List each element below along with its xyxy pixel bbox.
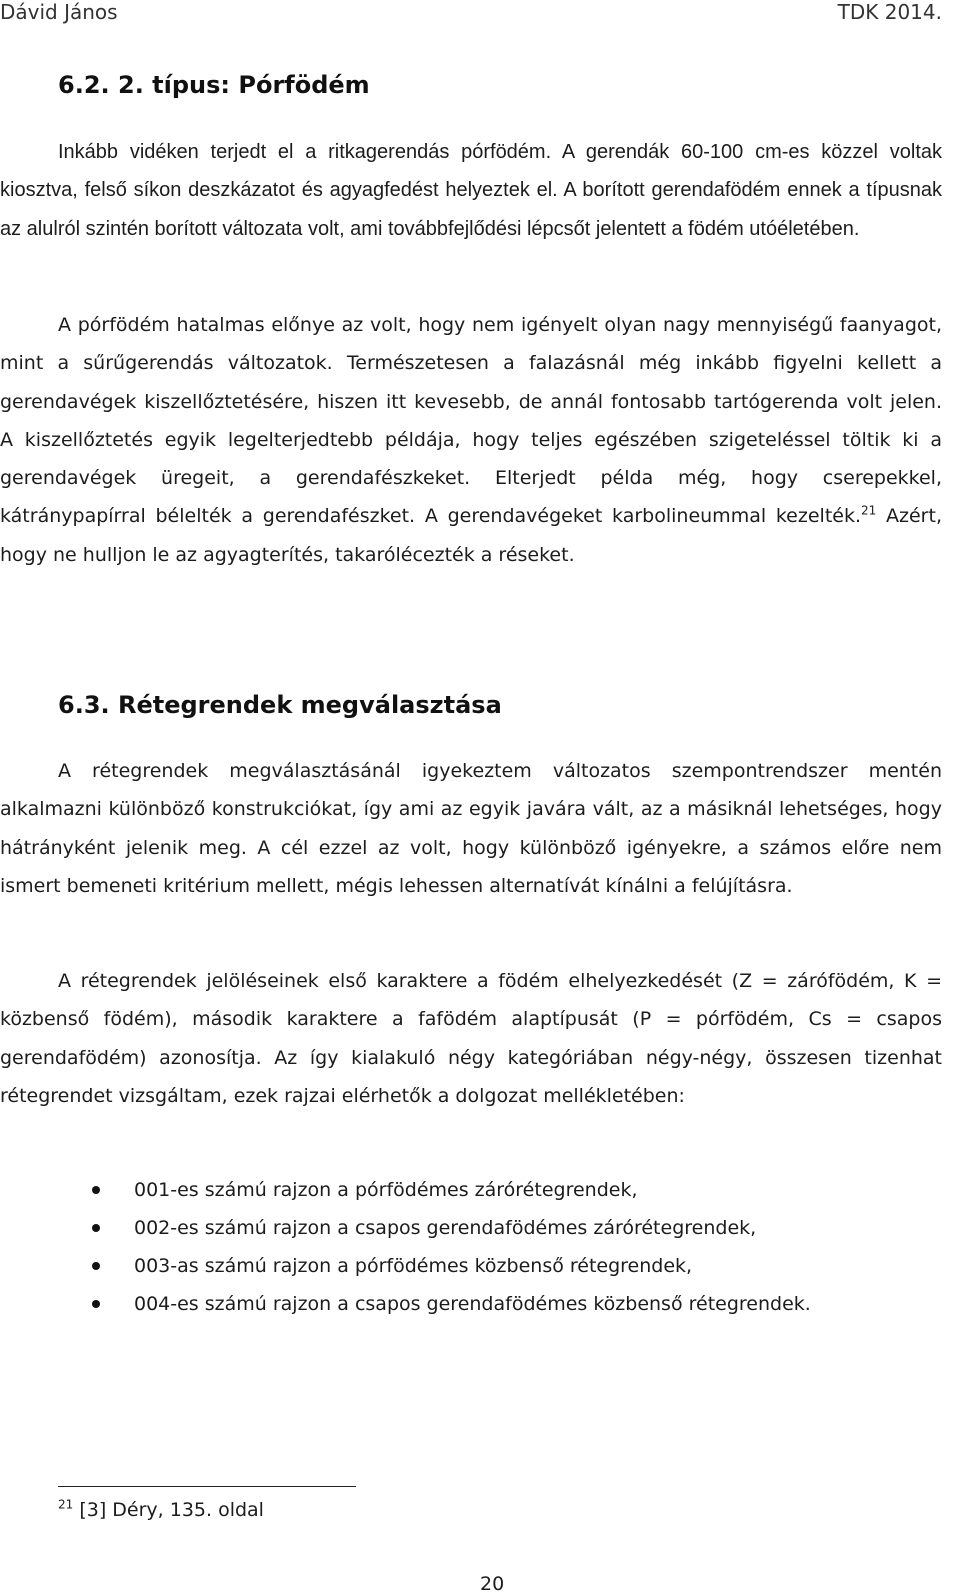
list-item-text: 004-es számú rajzon a csapos gerendafödémes közbenső rétegrendek. <box>134 1293 811 1315</box>
footnote-number: 21 <box>58 1497 74 1512</box>
section-heading-6-3: 6.3. Rétegrendek megválasztása <box>58 691 502 719</box>
paragraph-retegrendek-jeloles <box>0 962 942 1115</box>
list-item-text: 003-as számú rajzon a pórfödémes közbenső rétegrendek, <box>134 1255 693 1277</box>
page-number: 20 <box>480 1573 505 1595</box>
footnote-text: [3] Déry, 135. oldal <box>73 1499 264 1521</box>
list-item <box>0 1285 811 1323</box>
paragraph-porfodem-advantage <box>0 306 942 574</box>
bullet-icon <box>92 1262 100 1270</box>
list-item <box>0 1247 811 1285</box>
bullet-icon <box>92 1186 100 1194</box>
header-author: Dávid János <box>0 0 118 24</box>
list-item-text: 001-es számú rajzon a pórfödémes zárórétegrendek, <box>134 1179 638 1201</box>
footnote <box>58 1496 264 1524</box>
footnote-reference[interactable]: 21 <box>861 504 877 519</box>
list-item <box>0 1171 811 1209</box>
list-item <box>0 1209 811 1247</box>
header-event: TDK 2014. <box>837 0 942 24</box>
paragraph-text-before-footnote: A pórfödém hatalmas előnye az volt, hogy nem igényelt olyan nagy mennyiségű faanyagot, mint a sűrűgerendás változatok. Természetesen a falazásnál még inkább figyelni kellett a gerendavégek kiszellőztetésére, hiszen itt kevesebb, de annál fontosabb tartógerenda volt jelen. A kiszellőztetés egyik legelterjedtebb példája, hogy teljes egészében szigeteléssel töltik ki a gerendavégek üregeit, a gerendafészkeket. Elterjedt példa még, hogy cserepekkel, kátránypapírral bélelték a gerendafészket. A gerendavégeket karbolineummal kezelték. <box>0 314 942 528</box>
bullet-icon <box>92 1300 100 1308</box>
paragraph-text-after-footnote: Azért, hogy ne hulljon le az agyagterítés, takarólécezték a réseket. <box>0 505 942 566</box>
paragraph-porfodem-intro <box>0 133 942 248</box>
section-heading-6-2-2: 6.2. 2. típus: Pórfödém <box>58 71 370 99</box>
paragraph-text: Inkább vidéken terjedt el a ritkagerendás pórfödém. A gerendák 60-100 cm-es közzel voltak kiosztva, felső síkon deszkázatot és agyagfedést helyeztek el. A borított gerendafödém ennek a típusnak az alulról szintén borított változata volt, ami továbbfejlődési lépcsőt jelentett a födém utóéletében. <box>0 141 942 240</box>
bullet-icon <box>92 1224 100 1232</box>
paragraph-text: A rétegrendek megválasztásánál igyekeztem változatos szempontrendszer mentén alkalmazni különböző konstrukciókat, így ami az egyik javára vált, az a másiknál lehetséges, hogy hátrányként jelenik meg. A cél ezzel az volt, hogy különböző igényekre, a számos előre nem ismert bemeneti kritérium mellett, mégis lehessen alternatívát kínálni a felújításra. <box>0 760 942 897</box>
page-header <box>0 0 942 26</box>
footnote-separator <box>58 1486 356 1487</box>
paragraph-text: A rétegrendek jelöléseinek első karaktere a födém elhelyezkedését (Z = zárófödém, K = közbenső födém), második karaktere a fafödém alaptípusát (P = pórfödém, Cs = csapos gerendafödém) azonosítja. Az így kialakuló négy kategóriában négy-négy, összesen tizenhat rétegrendet vizsgáltam, ezek rajzai elérhetők a dolgozat mellékletében: <box>0 970 942 1107</box>
drawing-list <box>0 1171 811 1323</box>
list-item-text: 002-es számú rajzon a csapos gerendafödémes zárórétegrendek, <box>134 1217 757 1239</box>
paragraph-retegrendek-intro <box>0 752 942 905</box>
